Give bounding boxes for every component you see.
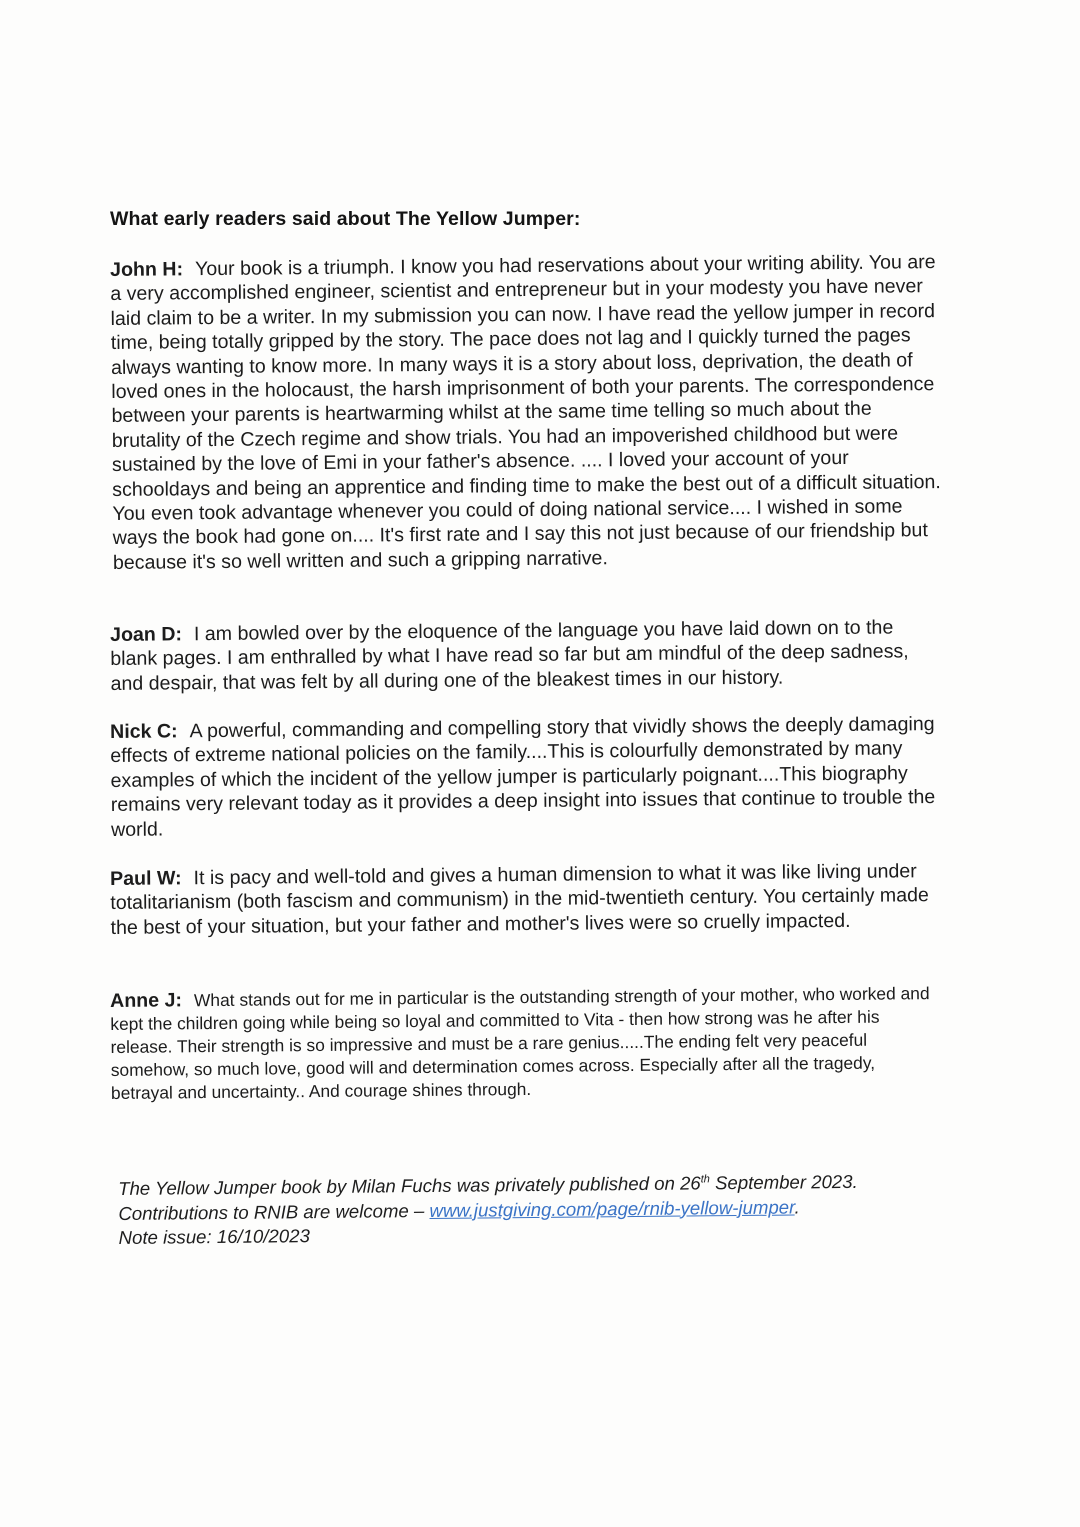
date-ordinal: th — [700, 1173, 710, 1186]
review-text: It is pacy and well-told and gives a human dimension to what it was like living under totalitarianism (both fascism and communism) in the mid-twentieth century. You certainly made the best of your situation, but your father and mother's lives were so cruelly impacted. — [110, 860, 929, 939]
review-text: A powerful, commanding and compelling story that vividly shows the deeply damaging effects of extreme national policies on the family....This is colourfully demonstrated by many examples of which the incident of the yellow jumper is particularly poignant....This biography remains very relevant today as it provides a deep insight into issues that continue to trouble the world. — [110, 713, 936, 841]
contributions-period: . — [794, 1195, 800, 1218]
publication-text: The Yellow Jumper book by Milan Fuchs was privately published on 26 — [118, 1172, 701, 1199]
page-heading: What early readers said about The Yellow Jumper: — [110, 208, 581, 230]
justgiving-link[interactable]: www.justgiving.com/page/rnib-yellow-jumper — [429, 1196, 795, 1221]
review-text: I am bowled over by the eloquence of the language you have laid down on to the blank pages. I am enthralled by what I have read so far but am mindful of the deep sadness, and despair, that was felt by all during one of the bleakest times in our history. — [110, 616, 909, 695]
review-text: What stands out for me in particular is the outstanding strength of your mother, who worked and kept the children going while being so loyal and committed to Vita - then how strong was he after his release. Their strength is so impressive and must be a rare genius.....The ending felt very peaceful somehow, so much love, good will and determination comes across. Especially after all the tragedy, betrayal and uncertainty.. And courage shines through. — [110, 983, 930, 1103]
publication-date-text: September 2023. — [709, 1170, 858, 1194]
review-joan-d — [110, 615, 941, 696]
review-paul-w — [110, 859, 941, 940]
reviewer-name: Joan D: — [110, 623, 183, 646]
note-issue-line: Note issue: 16/10/2023 — [118, 1225, 310, 1248]
contributions-text: Contributions to RNIB are welcome – — [118, 1199, 430, 1224]
reviewer-name: Paul W: — [110, 867, 182, 890]
reviewer-name: Anne J: — [110, 989, 183, 1012]
reviewer-name: Nick C: — [110, 720, 178, 743]
review-anne-j — [110, 982, 941, 1105]
review-text: Your book is a triumph. I know you had reservations about your writing ability. You are a very accomplished engineer, scientist and entrepreneur but in your modesty you have never laid claim to be a writer. In my submission you can now. I have read the yellow jumper in record time, being totally gripped by the story. The pace does not lag and I quickly turned the pages always wanting to know more. In many ways it is a story about loss, deprivation, the death of loved ones in the holocaust, the harsh imprisonment of both your parents. The correspondence between your parents is heartwarming whilst at the same time telling so much about the brutality of the Czech regime and show trials. You had an impoverished childhood but were sustained by the love of Emi in your father's absence. .... I loved your account of your schooldays and being an apprentice and finding time to make the best out of a difficult situation. You even took advantage whenever you could of doing national service.... I wished in some ways the book had gone on.... It's first rate and I say this not just because of our friendship but because it's so well written and such a gripping narrative. — [110, 251, 941, 574]
reviewer-name: John H: — [110, 258, 184, 281]
publication-note — [118, 1165, 919, 1250]
review-john-h — [110, 250, 943, 575]
review-nick-c — [110, 712, 941, 842]
